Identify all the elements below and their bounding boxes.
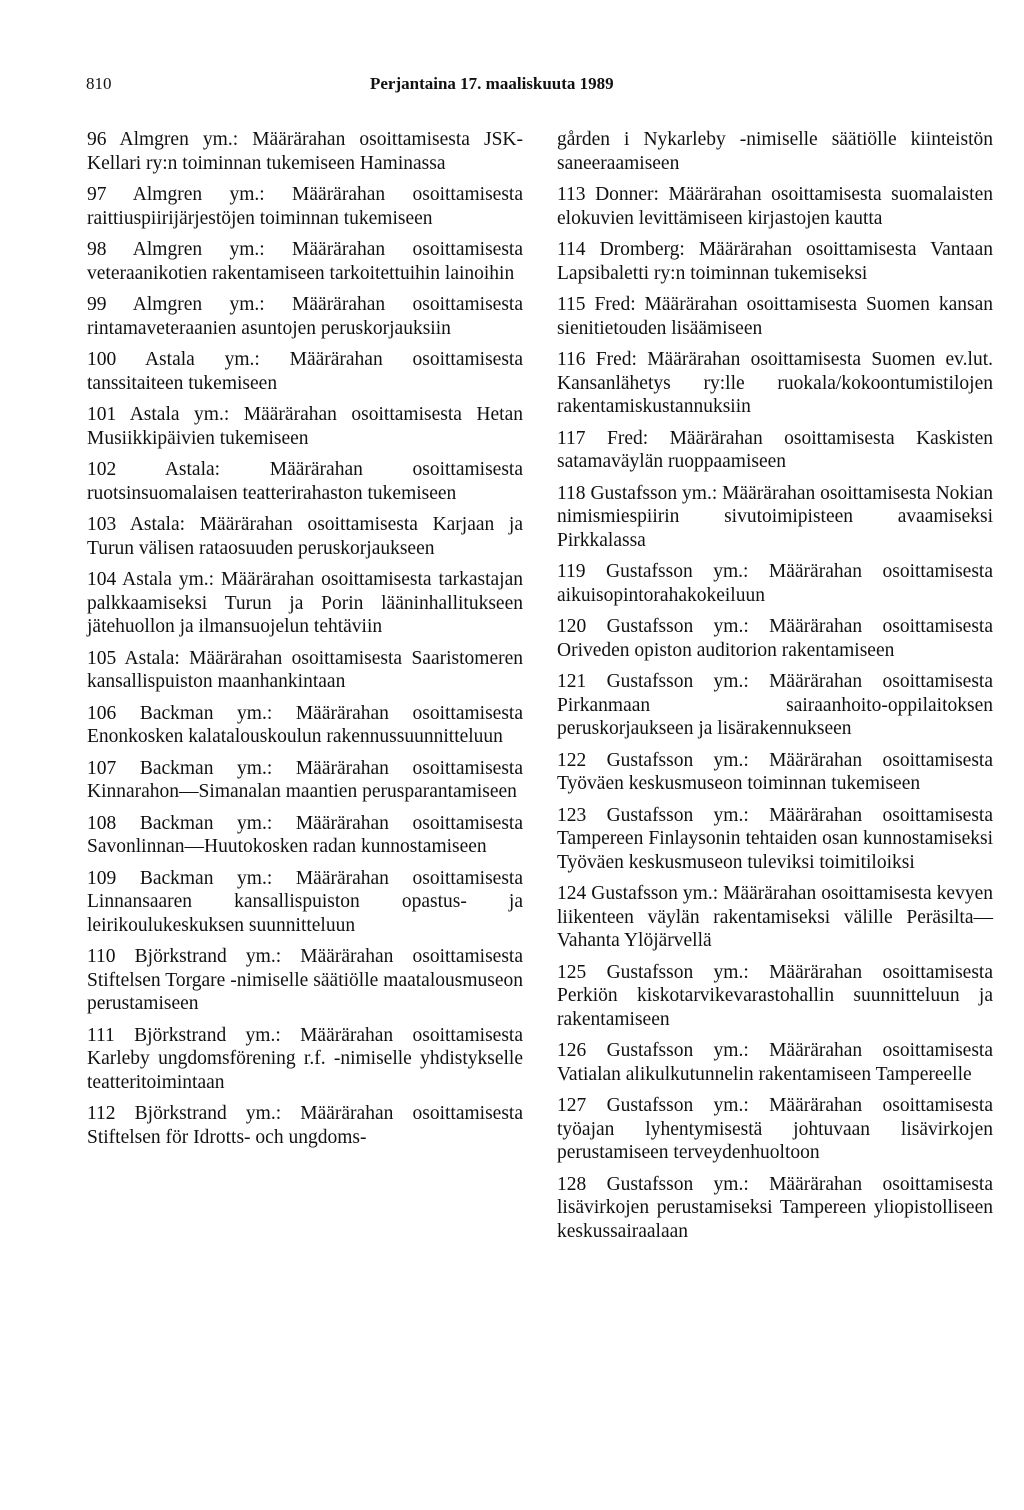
motion-entry: 113 Donner: Määrärahan osoittamisesta suomalaisten elokuvien levittämiseen kirjastojen kautta: [557, 184, 993, 229]
motion-entry: 120 Gustafsson ym.: Määrärahan osoittamisesta Oriveden opiston auditorion rakentamiseen: [557, 616, 993, 661]
motion-entry: 96 Almgren ym.: Määrärahan osoittamisesta JSK-Kellari ry:n toiminnan tukemiseen Haminassa: [87, 129, 523, 174]
motion-entry: 109 Backman ym.: Määrärahan osoittamisesta Linnansaaren kansallispuiston opastus- ja leirikoulukeskuksen suunnitteluun: [87, 867, 523, 936]
motion-entry: 124 Gustafsson ym.: Määrärahan osoittamisesta kevyen liikenteen väylän rakentamiseksi välille Peräsilta—Vahanta Ylöjärvellä: [557, 883, 993, 951]
motion-entry: 104 Astala ym.: Määrärahan osoittamisesta tarkastajan palkkaamiseksi Turun ja Porin lääninhallitukseen jätehuollon ja ilmansuojelun tehtäviin: [87, 569, 523, 637]
motion-entry: 99 Almgren ym.: Määrärahan osoittamisesta rintamaveteraanien asuntojen peruskorjauksiin: [87, 294, 523, 339]
motion-entry: 97 Almgren ym.: Määrärahan osoittamisesta raittiuspiirijärjestöjen toiminnan tukemiseen: [87, 184, 523, 229]
motion-entry: 98 Almgren ym.: Määrärahan osoittamisesta veteraanikotien rakentamiseen tarkoitettuihin lainoihin: [87, 239, 523, 284]
motion-entry: 100 Astala ym.: Määrärahan osoittamisesta tanssitaiteen tukemiseen: [87, 349, 523, 394]
motion-entry: 121 Gustafsson ym.: Määrärahan osoittamisesta Pirkanmaan sairaanhoito-oppilaitoksen peruskorjaukseen ja lisärakennukseen: [557, 671, 993, 739]
header-date: Perjantaina 17. maaliskuuta 1989: [370, 74, 614, 93]
motion-entry: 128 Gustafsson ym.: Määrärahan osoittamisesta lisävirkojen perustamiseksi Tampereen yliopistolliseen keskussairaalaan: [557, 1173, 993, 1242]
motion-entry: 116 Fred: Määrärahan osoittamisesta Suomen ev.lut. Kansanlähetys ry:lle ruokala/kokoontumistilojen rakentamiskustannuksiin: [557, 349, 993, 417]
motion-entry: 117 Fred: Määrärahan osoittamisesta Kaskisten satamaväylän ruoppaamiseen: [557, 427, 993, 472]
page-number: 810: [86, 74, 112, 93]
motion-entry: 102 Astala: Määrärahan osoittamisesta ruotsinsuomalaisen teatterirahaston tukemiseen: [87, 459, 523, 504]
right-column: [557, 128, 993, 1251]
motion-entry: 114 Dromberg: Määrärahan osoittamisesta Vantaan Lapsibaletti ry:n toiminnan tukemiseksi: [557, 239, 993, 284]
motion-entry: 127 Gustafsson ym.: Määrärahan osoittamisesta työajan lyhentymisestä johtuvaan lisävirkojen perustamiseen terveydenhuoltoon: [557, 1095, 993, 1163]
motion-entry: 101 Astala ym.: Määrärahan osoittamisesta Hetan Musiikkipäivien tukemiseen: [87, 404, 523, 449]
motion-entry: 112 Björkstrand ym.: Määrärahan osoittamisesta Stiftelsen för Idrotts- och ungdoms-: [87, 1103, 523, 1148]
motion-entry: 111 Björkstrand ym.: Määrärahan osoittamisesta Karleby ungdomsförening r.f. -nimiselle yhdistykselle teatteritoimintaan: [87, 1024, 523, 1093]
motion-entry: 123 Gustafsson ym.: Määrärahan osoittamisesta Tampereen Finlaysonin tehtaiden osan kunnostamiseksi Työväen keskusmuseon tuleviksi toimitiloiksi: [557, 804, 993, 873]
motion-entry: 118 Gustafsson ym.: Määrärahan osoittamisesta Nokian nimismiespiirin sivutoimipisteen avaamiseksi Pirkkalassa: [557, 482, 993, 551]
left-column: [87, 128, 523, 1157]
motion-entry: 107 Backman ym.: Määrärahan osoittamisesta Kinnarahon—Simanalan maantien perusparantamiseen: [87, 757, 523, 802]
motion-entry: 115 Fred: Määrärahan osoittamisesta Suomen kansan sienitietouden lisäämiseen: [557, 294, 993, 339]
motion-entry: 110 Björkstrand ym.: Määrärahan osoittamisesta Stiftelsen Torgare -nimiselle säätiölle maatalousmuseon perustamiseen: [87, 946, 523, 1014]
motion-entry: 125 Gustafsson ym.: Määrärahan osoittamisesta Perkiön kiskotarvikevarastohallin suunnitteluun ja rakentamiseen: [557, 961, 993, 1030]
page-header: [0, 74, 1024, 104]
motion-entry: 103 Astala: Määrärahan osoittamisesta Karjaan ja Turun välisen rataosuuden peruskorjaukseen: [87, 514, 523, 559]
motion-entry: gården i Nykarleby -nimiselle säätiölle kiinteistön saneeraamiseen: [557, 129, 993, 174]
motion-entry: 126 Gustafsson ym.: Määrärahan osoittamisesta Vatialan alikulkutunnelin rakentamiseen Tampereelle: [557, 1040, 993, 1085]
motion-entry: 108 Backman ym.: Määrärahan osoittamisesta Savonlinnan—Huutokosken radan kunnostamiseen: [87, 812, 523, 857]
motion-entry: 122 Gustafsson ym.: Määrärahan osoittamisesta Työväen keskusmuseon toiminnan tukemiseen: [557, 749, 993, 794]
motion-entry: 106 Backman ym.: Määrärahan osoittamisesta Enonkosken kalatalouskoulun rakennussuunnitteluun: [87, 702, 523, 747]
motion-entry: 119 Gustafsson ym.: Määrärahan osoittamisesta aikuisopintorahakokeiluun: [557, 561, 993, 606]
motion-entry: 105 Astala: Määrärahan osoittamisesta Saaristomeren kansallispuiston maanhankintaan: [87, 647, 523, 692]
